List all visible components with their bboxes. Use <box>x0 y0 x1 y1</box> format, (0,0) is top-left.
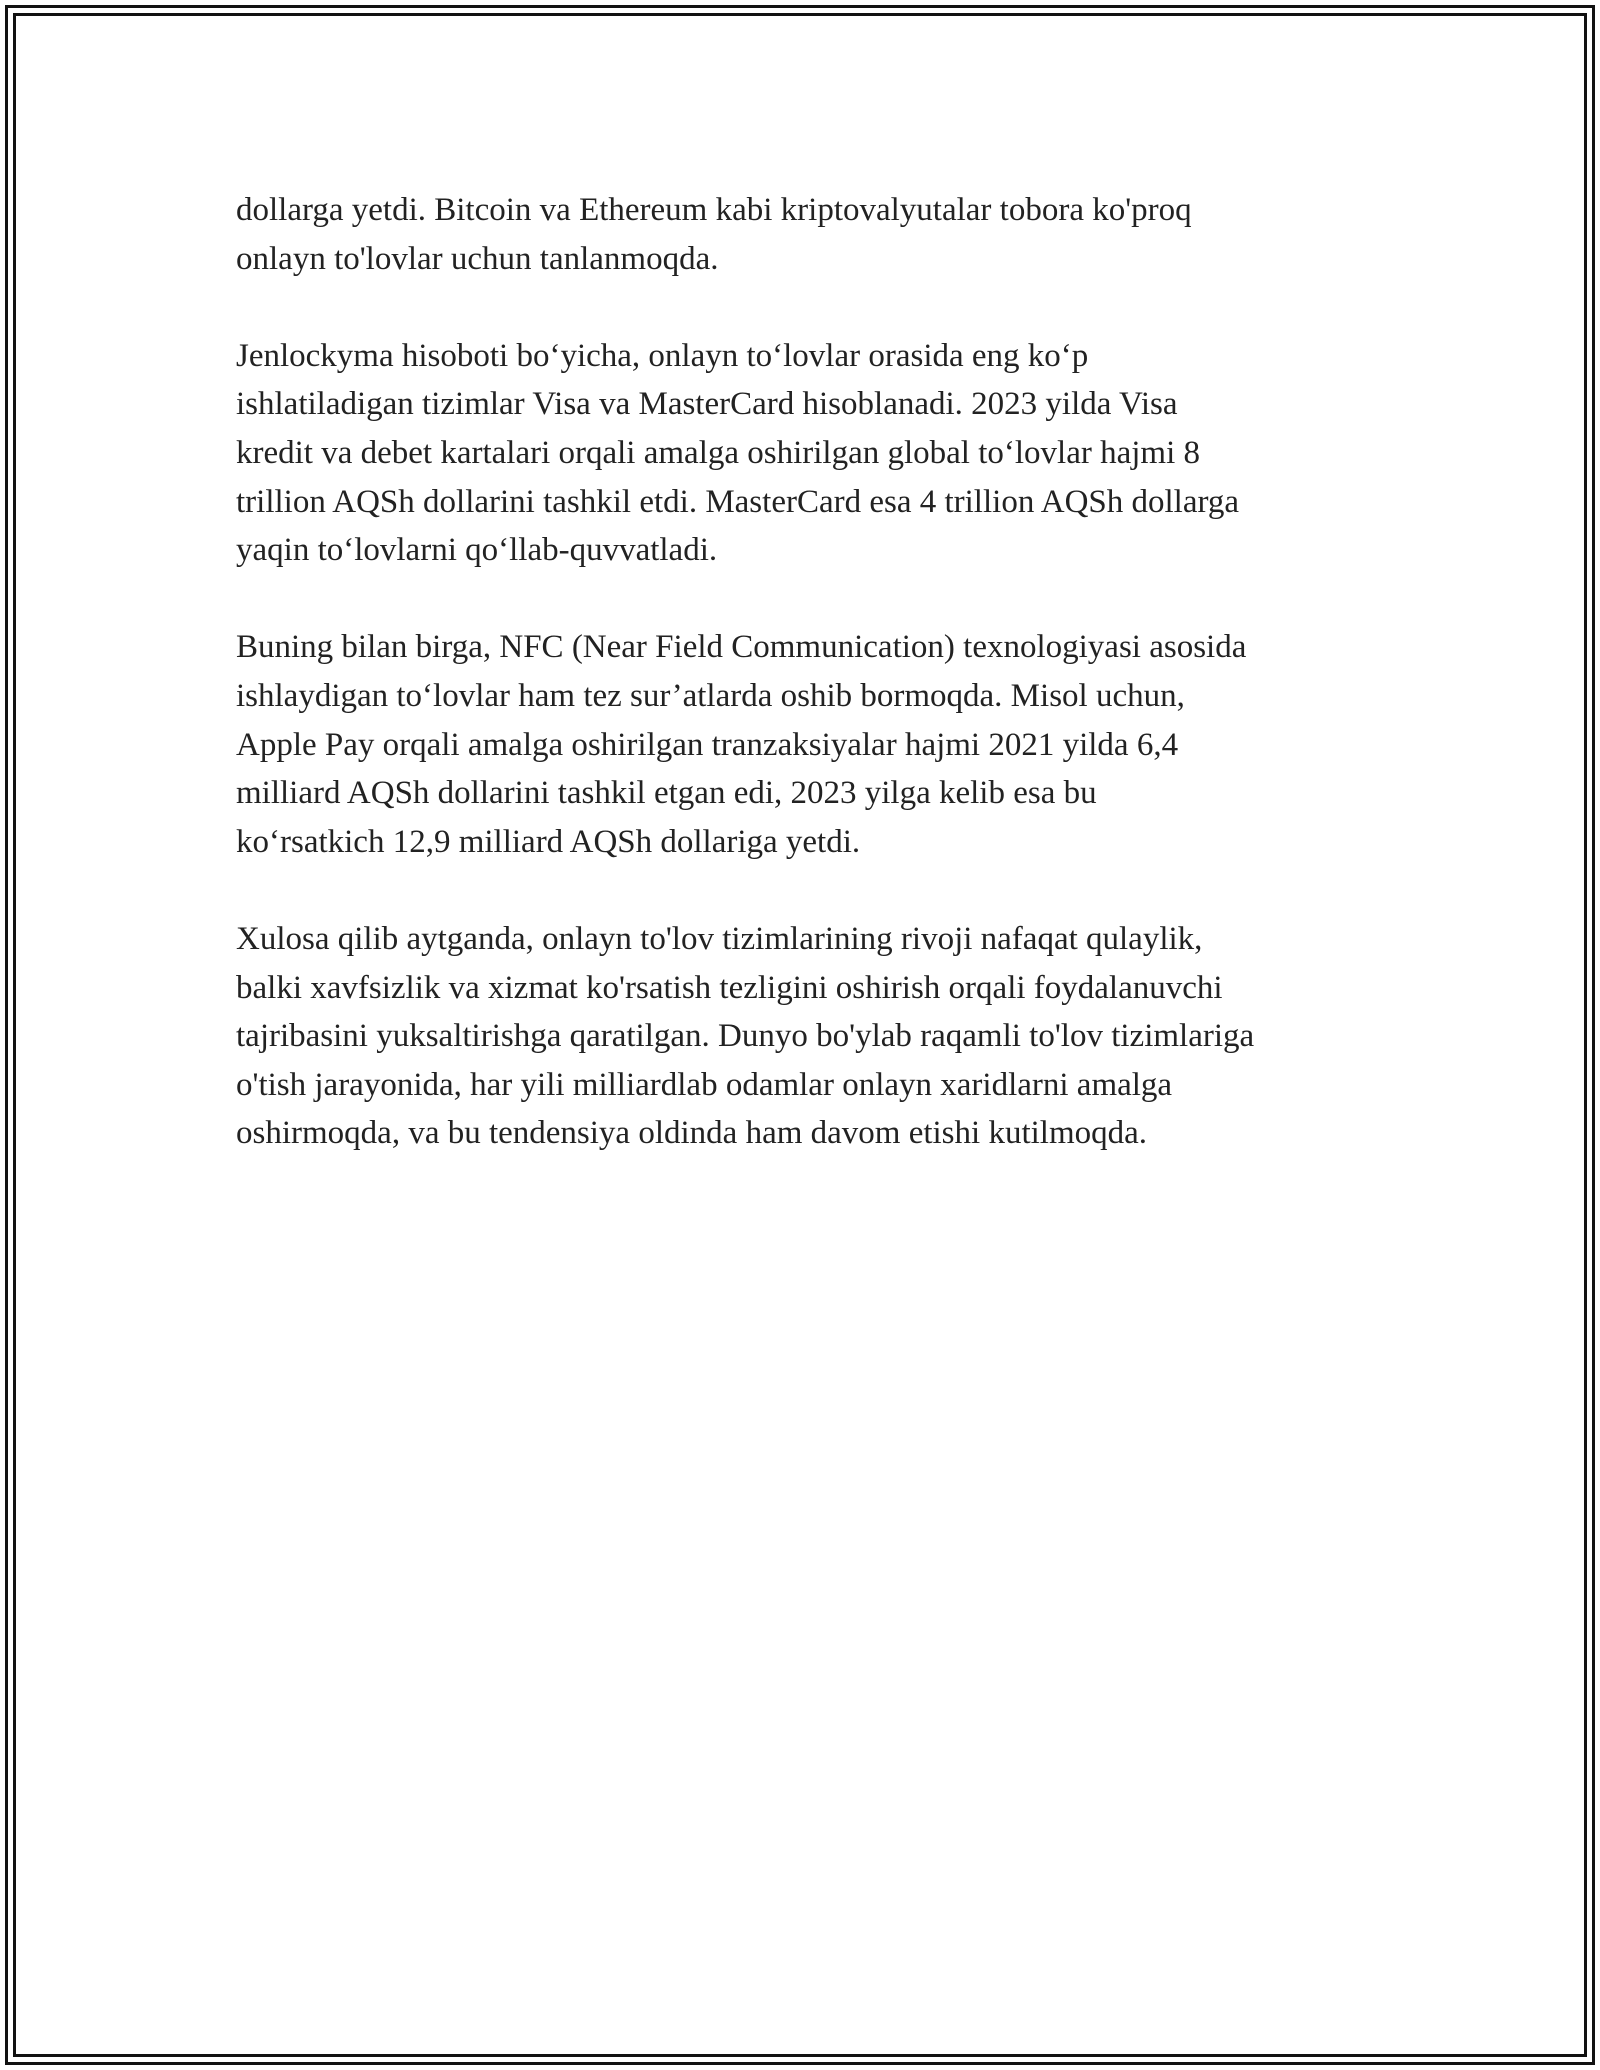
paragraph-conclusion: Xulosa qilib aytganda, onlayn to'lov tizimlarining rivoji nafaqat qulaylik, balki xavfsizlik va xizmat ko'rsatish tezligini oshirish orqali foydalanuvchi tajribasini yuksaltirishga qaratilgan. Dunyo bo'ylab raqamli to'lov tizimlariga o'tish jarayonida, har yili milliardlab odamlar onlayn xaridlarni amalga oshirmoqda, va bu tendensiya oldinda ham davom etishi kutilmoqda. <box>236 920 1255 1152</box>
paragraph-visa-mastercard: Jenlockyma hisoboti bo‘yicha, onlayn to‘lovlar orasida eng ko‘p ishlatiladigan tizimlar Visa va MasterCard hisoblanadi. 2023 yilda Visa kredit va debet kartalari orqali amalga oshirilgan global to‘lovlar hajmi 8 trillion AQSh dollarini tashkil etdi. MasterCard esa 4 trillion AQSh dollarga yaqin to‘lovlarni qo‘llab-quvvatladi. <box>236 337 1240 569</box>
document-body <box>236 186 1386 1206</box>
paragraph-crypto-payments: dollarga yetdi. Bitcoin va Ethereum kabi kriptovalyutalar tobora ko'proq onlayn to'lovlar uchun tanlanmoqda. <box>236 192 1192 277</box>
paragraph-nfc-payments: Buning bilan birga, NFC (Near Field Communication) texnologiyasi asosida ishlaydigan to‘lovlar ham tez sur’atlarda oshib bormoqda. Misol uchun, Apple Pay orqali amalga oshirilgan tranzaksiyalar hajmi 2021 yilda 6,4 milliard AQSh dollarini tashkil etgan edi, 2023 yilga kelib esa bu ko‘rsatkich 12,9 milliard AQSh dollariga yetdi. <box>236 629 1247 860</box>
